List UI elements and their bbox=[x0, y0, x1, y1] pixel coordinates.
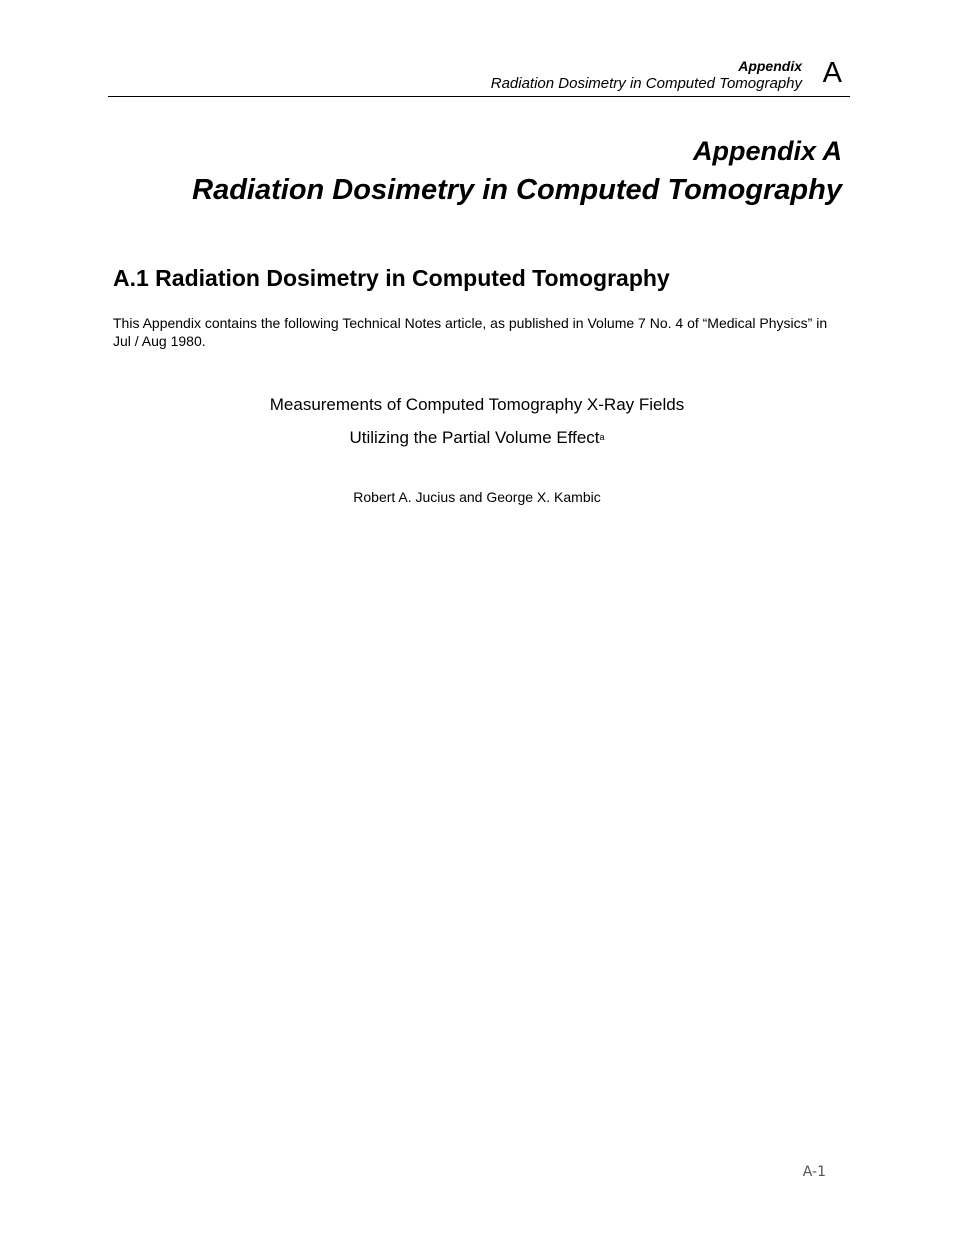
chapter-title bbox=[192, 134, 842, 209]
chapter-name: Radiation Dosimetry in Computed Tomography bbox=[192, 174, 842, 206]
intro-paragraph: This Appendix contains the following Technical Notes article, as published in Volume 7 No. 4 of “Medical Physics” in Jul / Aug 1980. bbox=[113, 315, 828, 349]
article-title-line-1-text: Measurements of Computed Tomography X-Ray Fields bbox=[269, 395, 685, 414]
article-title-line-2-text: Utilizing the Partial Volume Effect bbox=[349, 428, 600, 447]
chapter-label: Appendix A bbox=[692, 136, 842, 166]
footnote-marker: a bbox=[599, 432, 605, 442]
article-authors: Robert A. Jucius and George X. Kambic bbox=[353, 489, 601, 505]
appendix-letter: A bbox=[822, 57, 842, 89]
page-number: A-1 bbox=[802, 1164, 826, 1180]
running-header-text bbox=[491, 57, 802, 93]
article-title-line-2 bbox=[0, 427, 954, 449]
article-title-line-1 bbox=[0, 394, 954, 416]
running-header bbox=[108, 52, 850, 97]
running-header-kicker: Appendix bbox=[738, 58, 802, 74]
running-header-title: Radiation Dosimetry in Computed Tomography bbox=[490, 75, 802, 92]
section-heading: A.1 Radiation Dosimetry in Computed Tomography bbox=[113, 265, 670, 291]
